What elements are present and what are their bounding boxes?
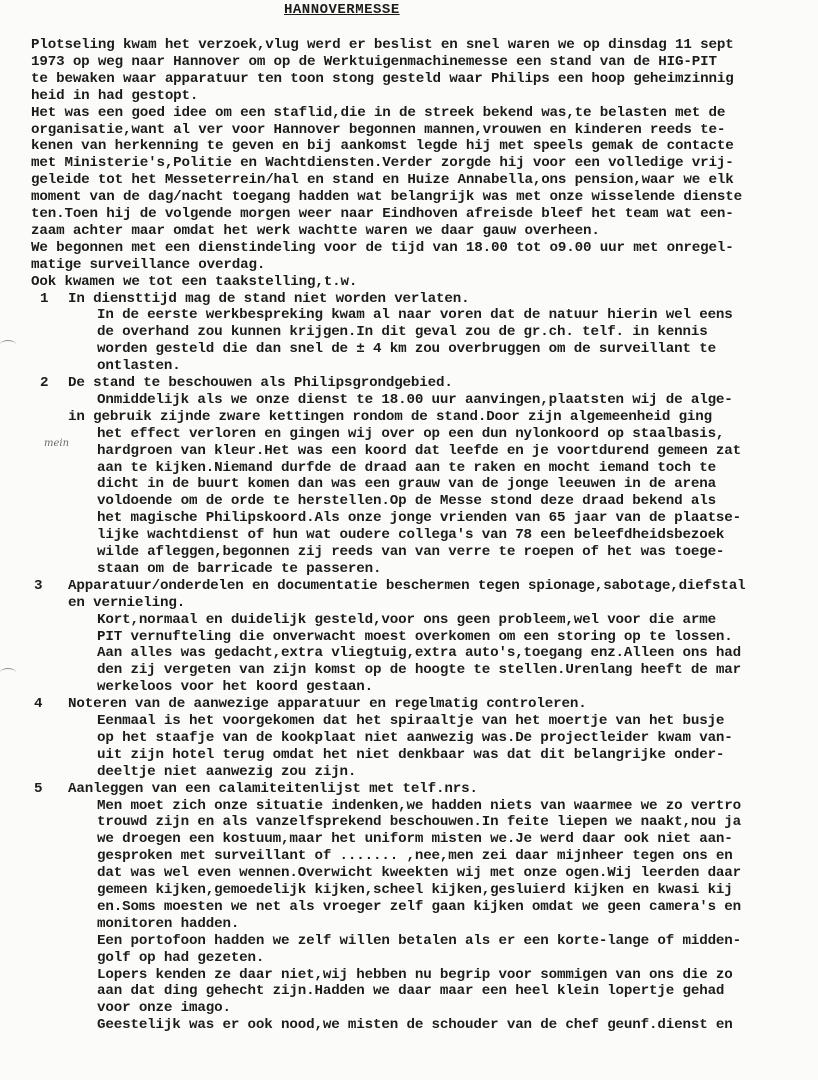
punch-hole-mark <box>0 668 16 677</box>
text-line: staan om de barricade te passeren. <box>97 560 382 577</box>
text-line: dat was wel even wennen.Overwicht kweekten wij met onze ogen.Wij leerden daar <box>97 865 742 882</box>
text-line: Plotseling kwam het verzoek,vlug werd er beslist en snel waren we op dinsdag 11 sept <box>31 37 734 53</box>
item-number: 4 <box>34 696 43 713</box>
text-line: Lopers kenden ze daar niet,wij hebben nu begrip voor sommigen van ons die zo <box>97 966 733 983</box>
text-line: trouwd zijn en als vanzelfsprekend beschouwen.In feite liepen we naakt,nou ja <box>97 814 742 831</box>
item-number: 3 <box>34 577 43 594</box>
text-line: Het was een goed idee om een staflid,die in de streek bekend was,te belasten met de <box>31 104 726 121</box>
text-line: Aanleggen van een calamiteitenlijst met telf.nrs. <box>68 780 478 797</box>
punch-hole-mark <box>0 340 16 349</box>
text-line: kenen van herkenning te geven en bij aankomst legde hij met speels gemak de contacte <box>31 138 734 155</box>
text-line: lijke wachtdienst of hun wat oudere collega's van 78 een beleefdheidsbezoek <box>97 527 725 544</box>
text-line: den zij vergeten van zijn komst op de hoogte te stellen.Urenlang heeft de mar <box>97 662 742 679</box>
item-number: 1 <box>40 290 49 307</box>
text-line: voor onze imago. <box>97 1000 231 1017</box>
text-line: deeltje niet aanwezig zou zijn. <box>97 763 357 780</box>
text-line: In diensttijd mag de stand niet worden verlaten. <box>68 290 470 307</box>
text-line: voldoende om de orde te herstellen.Op de Messe stond deze draad bekend als <box>97 493 716 510</box>
text-line: heid in had gestopt. <box>31 87 199 104</box>
text-line: ontlasten. <box>97 358 181 375</box>
text-line: ten.Toen hij de volgende morgen weer naar Eindhoven afreisde bleef het team wat een- <box>31 206 734 222</box>
text-line: Ook kwamen we tot een taakstelling,t.w. <box>31 273 358 290</box>
text-line: Onmiddelijk als we onze dienst te 18.00 uur aanvingen,plaatsten wij de alge- <box>97 391 733 408</box>
text-line: te bewaken waar apparatuur ten toon stong gesteld waar Philips een hoop geheimzinnig <box>31 70 734 87</box>
text-line: De stand te beschouwen als Philipsgrondgebied. <box>68 375 453 391</box>
text-line: Apparatuur/onderdelen en documentatie beschermen tegen spionage,sabotage,diefstal <box>68 577 746 594</box>
text-line: Aan alles was gedacht,extra vliegtuig,extra auto's,toegang enz.Alleen ons had <box>97 645 742 662</box>
text-line: de overhand zou kunnen krijgen.In dit geval zou de gr.ch. telf. in kennis <box>97 324 708 341</box>
text-line: Geestelijk was er ook nood,we misten de schouder van de chef geunf.dienst en <box>97 1017 733 1034</box>
text-line: worden gesteld die dan snel de ± 4 km zou overbruggen om de surveillant te <box>97 341 716 358</box>
text-line: uit zijn hotel terug omdat het niet denkbaar was dat dit belangrijke onder- <box>97 746 725 763</box>
text-line: het magische Philipskoord.Als onze jonge vrienden van 65 jaar van de plaatse- <box>97 510 742 527</box>
text-line: monitoren hadden. <box>97 915 240 932</box>
text-line: Een portofoon hadden we zelf willen betalen als er een korte-lange of midden- <box>97 932 742 949</box>
text-line: Kort,normaal en duidelijk gesteld,voor ons geen probleem,wel voor die arme <box>97 611 716 628</box>
text-line: met Ministerie's,Politie en Wachtdiensten.Verder zorgde hij voor een volledige vrij- <box>31 155 734 172</box>
text-line: gesproken met surveillant of ....... ,nee,men zei daar mijnheer tegen ons en <box>97 848 733 865</box>
text-line: hardgroen van kleur.Het was een koord dat leefde en je voortdurend gemeen zat <box>97 442 742 459</box>
text-line: golf op had gezeten. <box>97 949 265 966</box>
text-line: moment van de dag/nacht toegang hadden wat belangrijk was met onze wisselende dienste <box>31 189 742 206</box>
text-line: we droegen een kostuum,maar het uniform misten we.Je werd daar ook niet aan- <box>97 831 733 848</box>
text-line: 1973 op weg naar Hannover om op de Werktuigenmachinemesse een stand van de HIG-PIT <box>31 53 717 70</box>
text-line: en vernieling. <box>68 594 186 611</box>
item-number: 5 <box>34 780 43 797</box>
text-line: geleide tot het Messeterrein/hal en stand en Huize Annabella,ons pension,waar we elk <box>31 172 734 189</box>
text-line: werkeloos voor het koord gestaan. <box>97 679 374 696</box>
text-line: Eenmaal is het voorgekomen dat het spiraaltje van het moertje van het busje <box>97 713 725 729</box>
text-line: Men moet zich onze situatie indenken,we hadden niets van waarmee we zo vertro <box>97 797 742 814</box>
text-line: het effect verloren en gingen wij over op een dun nylonkoord op staalbasis, <box>97 425 725 442</box>
handwritten-margin-note: mein <box>44 438 70 449</box>
text-line: In de eerste werkbespreking kwam al naar voren dat de natuur hierin wel eens <box>97 307 733 324</box>
document-title: HANNOVERMESSE <box>284 2 400 18</box>
text-line: PIT vernufteling die onverwacht moest overkomen om een storing op te lossen. <box>97 628 733 645</box>
text-line: op het staafje van de kookplaat niet aanwezig was.De projectleider kwam van- <box>97 729 733 746</box>
text-line: gemeen kijken,gemoedelijk kijken,scheel kijken,gesluierd kijken en kwasi kij <box>97 882 733 898</box>
text-line: Noteren van de aanwezige apparatuur en regelmatig controleren. <box>68 696 587 713</box>
text-line: dicht in de buurt komen dan was een grauw van de jonge leeuwen in de arena <box>97 476 716 493</box>
text-line: en.Soms moesten we net als vroeger zelf gaan kijken omdat we geen camera's en <box>97 898 742 915</box>
text-line: organisatie,want al ver voor Hannover begonnen mannen,vrouwen en kinderen reeds te- <box>31 121 726 138</box>
text-line: aan dat ding gehecht zijn.Hadden we daar maar een heel klein lopertje gehad <box>97 983 725 1000</box>
text-line: We begonnen met een dienstindeling voor de tijd van 18.00 tot o9.00 uur met onregel- <box>31 239 734 256</box>
text-line: aan te kijken.Niemand durfde de draad aan te raken en mocht iemand toch te <box>97 459 716 476</box>
text-line: wilde afleggen,begonnen zij reeds van van verre te roepen of het was toege- <box>97 544 725 560</box>
text-line: matige surveillance overdag. <box>31 256 266 273</box>
text-line: zaam achter maar omdat het werk wachtte waren we daar gauw overheen. <box>31 222 600 239</box>
item-number: 2 <box>40 375 49 391</box>
text-line: in gebruik zijnde zware kettingen rondom de stand.Door zijn algemeenheid ging <box>68 408 713 425</box>
